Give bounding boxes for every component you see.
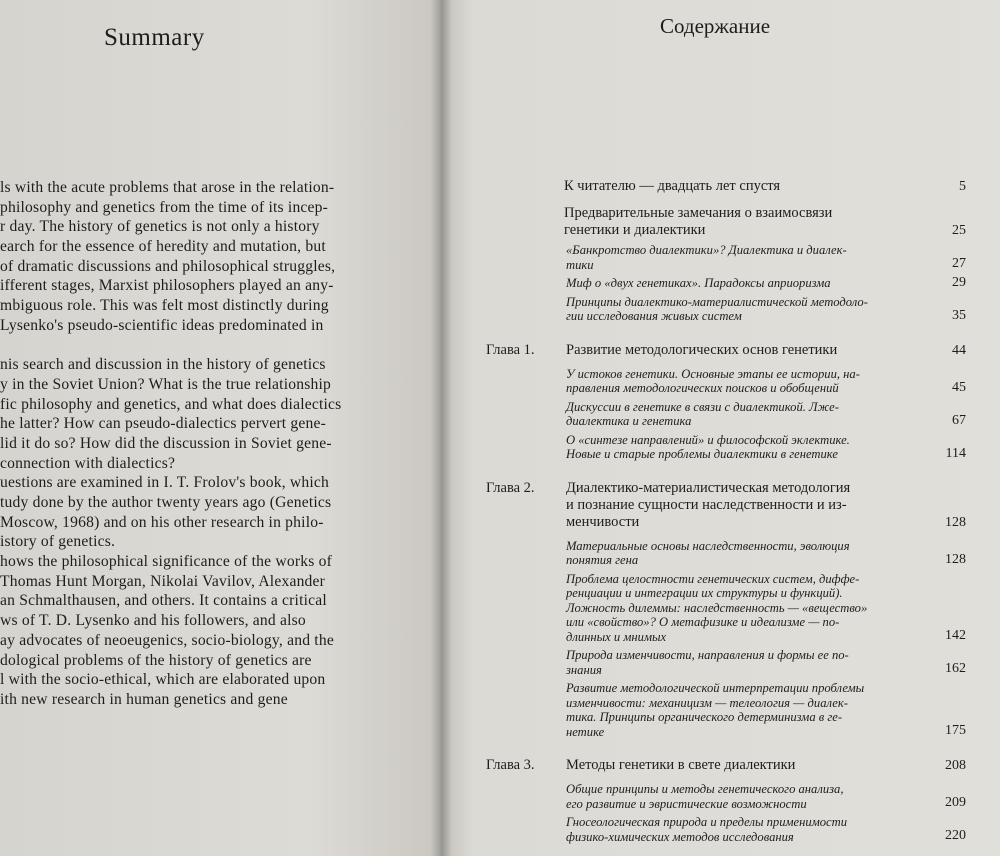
page-number: 29 [952,274,966,290]
toc-subentry[interactable] [566,782,976,811]
summary-line: ls with the acute problems that arose in the relation- [0,179,335,196]
page-number: 114 [945,445,966,461]
toc-line: понятия гена [566,553,639,567]
toc-subentry[interactable] [566,243,976,272]
summary-line: uestions are examined in I. T. Frolov's book, which [0,474,330,492]
toc-subentry[interactable] [566,681,976,739]
summary-line: dological problems of the history of genetics are [0,651,312,669]
chapter-title [566,342,976,359]
toc-chapter-heading[interactable] [486,342,976,359]
chapter-spacer [486,743,976,757]
toc-subentry[interactable] [566,648,976,677]
toc-line: тика. Принципы органического детерминизма в ге- [566,710,843,724]
toc-line: ренциации и интеграции их структуры и функций). [566,586,843,600]
summary-line: Lysenko's pseudo-scientific ideas predominated in [0,316,324,334]
toc-line: Предварительные замечания о взаимосвязи [564,205,833,221]
chapter-number: Глава 2. [486,479,535,496]
summary-line: tudy done by the author twenty years ago (Genetics [0,494,332,511]
page-number: 27 [952,256,966,271]
toc-subentry[interactable] [566,276,976,291]
toc-subentry[interactable] [566,815,976,844]
toc-line: Гносеологическая природа и пределы применимости [566,815,848,829]
summary-line: connection with dialectics? [0,454,176,472]
summary-line: ifferent stages, Marxist philosophers played an any- [0,277,334,295]
summary-line: ws of T. D. Lysenko and his followers, and also [0,612,306,630]
table-of-contents [486,178,976,848]
toc-line: Новые и старые проблемы диалектики в генетике [566,447,838,461]
toc-line: Материальные основы наследственности, эволюция [566,538,850,553]
toc-line: «Банкротство диалектики»? Диалектика и диалек- [566,243,847,257]
toc-line: менчивости [566,513,640,530]
page-number: 220 [945,828,966,843]
summary-title: Summary [104,24,205,51]
toc-line: физико-химических методов исследования [566,829,794,844]
summary-line: Moscow, 1968) and on his other research in philo- [0,513,324,531]
chapter-number: Глава 3. [486,757,535,773]
toc-line: длинных и мнимых [566,629,667,644]
toc-line: Развитие методологической интерпретации проблемы [566,681,865,695]
page-number: 162 [945,661,966,676]
toc-subentry[interactable] [566,433,976,462]
summary-line: mbiguous role. This was felt most distinctly during [0,297,329,315]
toc-line: Методы генетики в свете диалектики [566,757,796,773]
toc-line: Дискуссии в генетике в связи с диалектикой. Лже- [566,399,839,414]
summary-line: fic philosophy and genetics, and what does dialectics [0,395,342,413]
toc-chapter-heading[interactable] [486,757,976,774]
contents-title: Содержание [660,14,771,38]
toc-line: или «свойство»? О метафизике и идеализме — по- [566,615,840,629]
summary-text [0,178,420,710]
page-number: 208 [945,758,966,773]
toc-line: Принципы диалектико-материалистической методоло- [566,294,868,309]
page-number: 35 [952,307,966,323]
toc-line: диалектика и генетика [566,414,692,428]
toc-subentry-title [566,433,920,462]
toc-subentry-title [566,648,920,677]
toc-line: О «синтезе направлений» и философской эклектике. [566,432,850,447]
toc-line: Природа изменчивости, направления и формы ее по- [566,648,849,662]
summary-line: r day. The history of genetics is not only a history [0,218,320,236]
summary-line: Thomas Hunt Morgan, Nikolai Vavilov, Alexander [0,572,326,590]
toc-line: Проблема целостности генетических систем, диффе- [566,571,860,586]
toc-subentry-title [566,681,920,739]
toc-subentry[interactable] [566,572,976,645]
page-number: 44 [952,342,966,358]
summary-line: philosophy and genetics from the time of its incep- [0,198,329,216]
summary-line: y in the Soviet Union? What is the true relationship [0,375,332,393]
toc-chapter-heading[interactable] [486,480,976,531]
toc-line: гии исследования живых систем [566,309,742,323]
toc-subentry[interactable] [566,539,976,568]
toc-entry[interactable] [564,178,976,195]
chapter-number: Глава 1. [486,341,535,358]
book-gutter [430,0,452,856]
toc-entry[interactable] [564,205,976,239]
toc-line: его развитие и эвристические возможности [566,796,807,811]
summary-line: hows the philosophical significance of the works of [0,553,332,571]
toc-subentry-title [566,295,920,324]
summary-line: lid it do so? How did the discussion in Soviet gene- [0,434,332,452]
toc-line: Развитие методологических основ генетики [566,341,838,358]
summary-line: l with the socio-ethical, which are elaborated upon [0,671,326,689]
toc-subentry-title [566,572,920,645]
toc-subentry[interactable] [566,367,976,396]
chapter-title [566,480,976,531]
summary-line: nis search and discussion in the history of genetics [0,356,326,374]
summary-line: istory of genetics. [0,533,116,551]
toc-entry-title [564,178,976,195]
toc-line: изменчивости: механицизм — телеология — диалек- [566,695,848,710]
page-number: 45 [952,379,966,395]
toc-subentry-title [566,782,920,811]
summary-line: earch for the essence of heredity and mutation, but [0,238,326,256]
toc-subentry-title [566,276,920,291]
page-number: 5 [959,179,966,194]
toc-line: Ложность дилеммы: наследственность — «вещество» [566,600,868,615]
toc-line: Диалектико-материалистическая методология [566,479,851,496]
summary-line: he latter? How can pseudo-dialectics pervert gene- [0,415,327,433]
page-number: 67 [952,412,966,428]
chapter-spacer [486,466,976,480]
toc-entry-title [564,205,976,239]
toc-line: и познание сущности наследственности и из- [566,496,847,513]
toc-line: Миф о «двух генетиках». Парадоксы априоризма [566,276,831,290]
toc-subentry-title [566,400,920,429]
page-number: 142 [945,628,966,643]
toc-line: генетики и диалектики [564,222,706,238]
toc-line: Общие принципы и методы генетического анализа, [566,782,844,796]
toc-line: У истоков генетики. Основные этапы ее истории, на- [566,366,860,381]
page-number: 25 [952,223,966,238]
toc-line: нетике [566,724,605,739]
summary-line: ay advocates of neoeugenics, socio-biology, and the [0,631,334,649]
page-number: 128 [945,514,966,530]
toc-subentry[interactable] [566,295,976,324]
summary-line: an Schmalthausen, and others. It contains a critical [0,592,327,610]
toc-subentry-title [566,539,920,568]
page-number: 128 [945,551,966,567]
summary-line: ith new research in human genetics and gene [0,690,288,708]
toc-line: знания [566,662,602,677]
toc-subentry-title [566,243,920,272]
chapter-title [566,757,976,774]
page-number: 209 [945,795,966,810]
chapter-spacer [486,328,976,342]
toc-line: К читателю — двадцать лет спустя [564,178,781,194]
left-page [0,0,440,856]
toc-line: тики [566,257,594,272]
toc-subentry-title [566,815,920,844]
summary-line [0,336,420,356]
toc-subentry-title [566,367,920,396]
summary-line: of dramatic discussions and philosophical struggles, [0,257,336,275]
toc-subentry[interactable] [566,400,976,429]
page-number: 175 [945,723,966,738]
toc-line: правления методологических поисков и обобщений [566,381,839,395]
